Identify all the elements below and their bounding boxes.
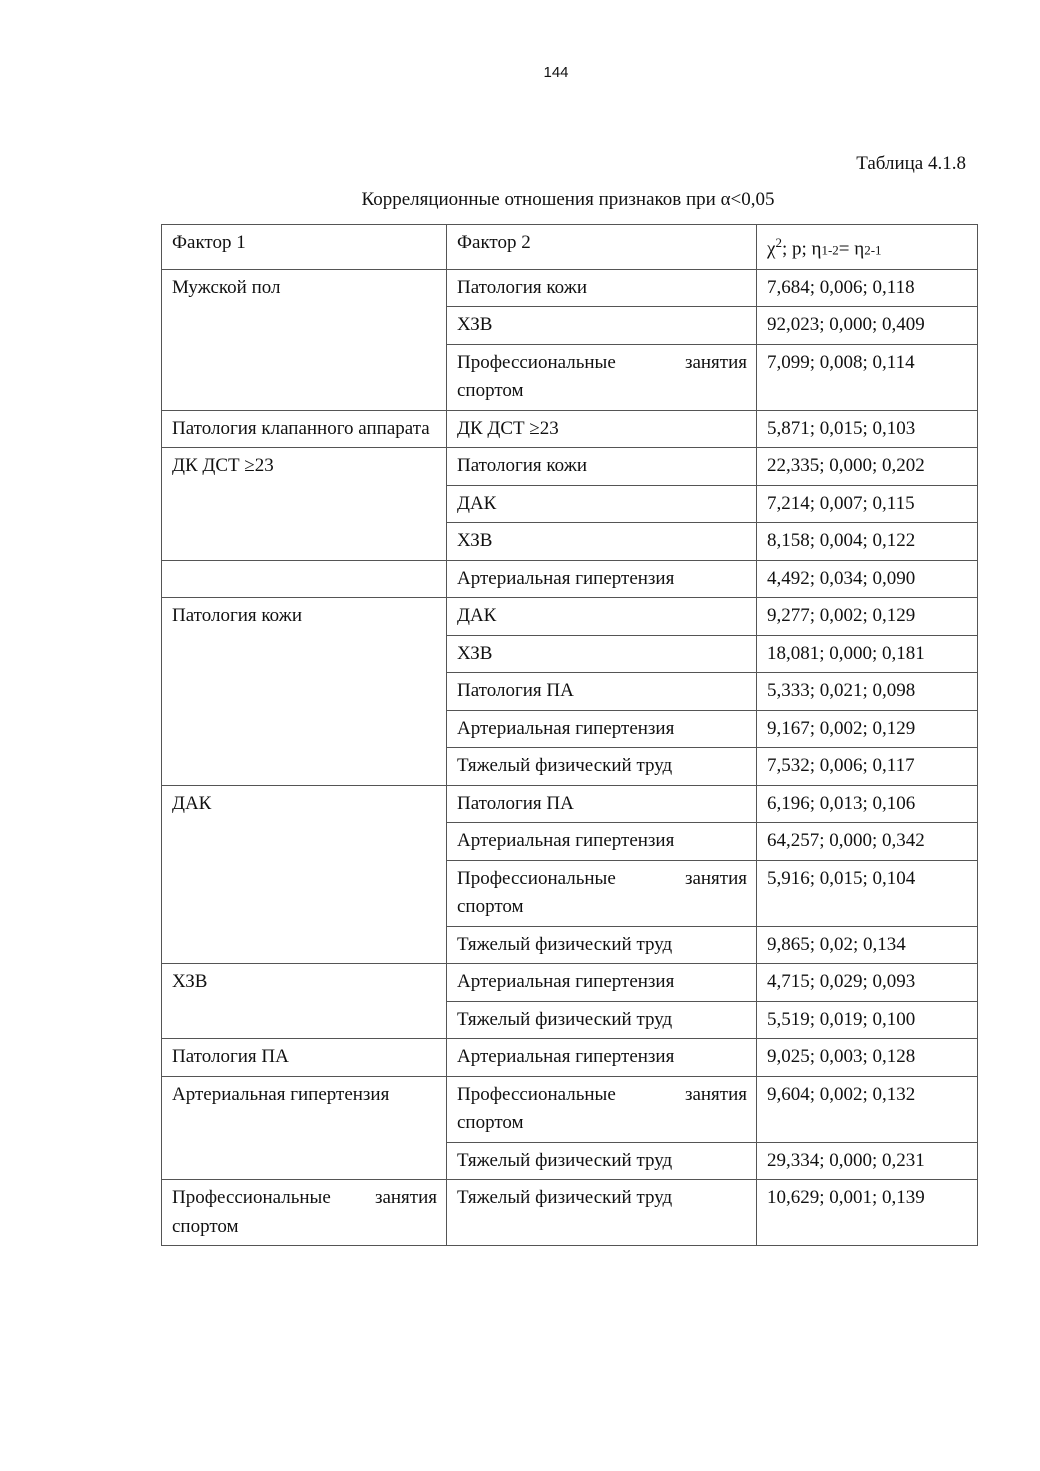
- factor1-cell: Патология кожи: [162, 598, 447, 786]
- factor2-cell: ДАК: [447, 485, 757, 523]
- factor1-cell: Патология клапанного аппарата: [162, 410, 447, 448]
- factor2-cell: ДК ДСТ ≥23: [447, 410, 757, 448]
- statistics-cell: 5,519; 0,019; 0,100: [757, 1001, 978, 1039]
- factor2-cell: Профессиональные занятия спортом: [447, 344, 757, 410]
- statistics-cell: 8,158; 0,004; 0,122: [757, 523, 978, 561]
- table-label: Таблица 4.1.8: [856, 153, 966, 174]
- factor2-cell: Артериальная гипертензия: [447, 560, 757, 598]
- page-number: 144: [543, 64, 569, 81]
- factor2-cell: Тяжелый физический труд: [447, 1180, 757, 1246]
- statistics-cell: 7,532; 0,006; 0,117: [757, 748, 978, 786]
- statistics-cell: 4,715; 0,029; 0,093: [757, 964, 978, 1002]
- table-row: [162, 1076, 978, 1142]
- factor2-cell: Профессиональные занятия спортом: [447, 860, 757, 926]
- factor2-cell: Тяжелый физический труд: [447, 1142, 757, 1180]
- statistics-cell: 64,257; 0,000; 0,342: [757, 823, 978, 861]
- statistics-cell: 9,277; 0,002; 0,129: [757, 598, 978, 636]
- statistics-cell: 5,333; 0,021; 0,098: [757, 673, 978, 711]
- table-row: [162, 785, 978, 823]
- statistics-cell: 10,629; 0,001; 0,139: [757, 1180, 978, 1246]
- statistics-cell: 7,684; 0,006; 0,118: [757, 269, 978, 307]
- table-row: [162, 269, 978, 307]
- factor2-cell: Артериальная гипертензия: [447, 964, 757, 1002]
- statistics-cell: 7,214; 0,007; 0,115: [757, 485, 978, 523]
- header-factor1: Фактор 1: [162, 225, 447, 270]
- factor2-cell: Патология кожи: [447, 269, 757, 307]
- table-row: [162, 410, 978, 448]
- factor1-cell: [162, 560, 447, 598]
- factor2-cell: Патология ПА: [447, 785, 757, 823]
- factor2-cell: Патология кожи: [447, 448, 757, 486]
- table-caption: Корреляционные отношения признаков при α<0,05: [361, 189, 775, 210]
- table-row: [162, 964, 978, 1002]
- factor2-cell: Артериальная гипертензия: [447, 1039, 757, 1077]
- factor1-cell: ДК ДСТ ≥23: [162, 448, 447, 561]
- header-statistics: $\chi^2$; p; η1-2= η2-1: [757, 225, 978, 270]
- statistics-cell: 9,865; 0,02; 0,134: [757, 926, 978, 964]
- factor1-cell: Патология ПА: [162, 1039, 447, 1077]
- factor2-cell: Артериальная гипертензия: [447, 710, 757, 748]
- statistics-cell: 4,492; 0,034; 0,090: [757, 560, 978, 598]
- statistics-cell: 5,871; 0,015; 0,103: [757, 410, 978, 448]
- statistics-cell: 18,081; 0,000; 0,181: [757, 635, 978, 673]
- factor1-cell: Артериальная гипертензия: [162, 1076, 447, 1180]
- statistics-cell: 9,025; 0,003; 0,128: [757, 1039, 978, 1077]
- table-row: [162, 1039, 978, 1077]
- factor2-cell: ХЗВ: [447, 523, 757, 561]
- factor2-cell: Патология ПА: [447, 673, 757, 711]
- statistics-cell: 92,023; 0,000; 0,409: [757, 307, 978, 345]
- factor2-cell: ХЗВ: [447, 635, 757, 673]
- table-header-row: [162, 225, 978, 270]
- factor1-cell: Мужской пол: [162, 269, 447, 410]
- statistics-cell: 5,916; 0,015; 0,104: [757, 860, 978, 926]
- statistics-cell: 6,196; 0,013; 0,106: [757, 785, 978, 823]
- factor1-cell: ХЗВ: [162, 964, 447, 1039]
- factor2-cell: ДАК: [447, 598, 757, 636]
- table-row: [162, 560, 978, 598]
- header-factor2: Фактор 2: [447, 225, 757, 270]
- statistics-cell: 9,167; 0,002; 0,129: [757, 710, 978, 748]
- factor1-cell: Профессиональные занятия спортом: [162, 1180, 447, 1246]
- table-row: [162, 448, 978, 486]
- table-row: [162, 1180, 978, 1246]
- statistics-cell: 22,335; 0,000; 0,202: [757, 448, 978, 486]
- factor1-cell: ДАК: [162, 785, 447, 964]
- factor2-cell: Тяжелый физический труд: [447, 926, 757, 964]
- correlation-table: [161, 224, 978, 1246]
- factor2-cell: Тяжелый физический труд: [447, 748, 757, 786]
- table-body: [162, 269, 978, 1246]
- factor2-cell: Тяжелый физический труд: [447, 1001, 757, 1039]
- statistics-cell: 7,099; 0,008; 0,114: [757, 344, 978, 410]
- factor2-cell: Профессиональные занятия спортом: [447, 1076, 757, 1142]
- statistics-cell: 9,604; 0,002; 0,132: [757, 1076, 978, 1142]
- statistics-cell: 29,334; 0,000; 0,231: [757, 1142, 978, 1180]
- factor2-cell: Артериальная гипертензия: [447, 823, 757, 861]
- factor2-cell: ХЗВ: [447, 307, 757, 345]
- table-row: [162, 598, 978, 636]
